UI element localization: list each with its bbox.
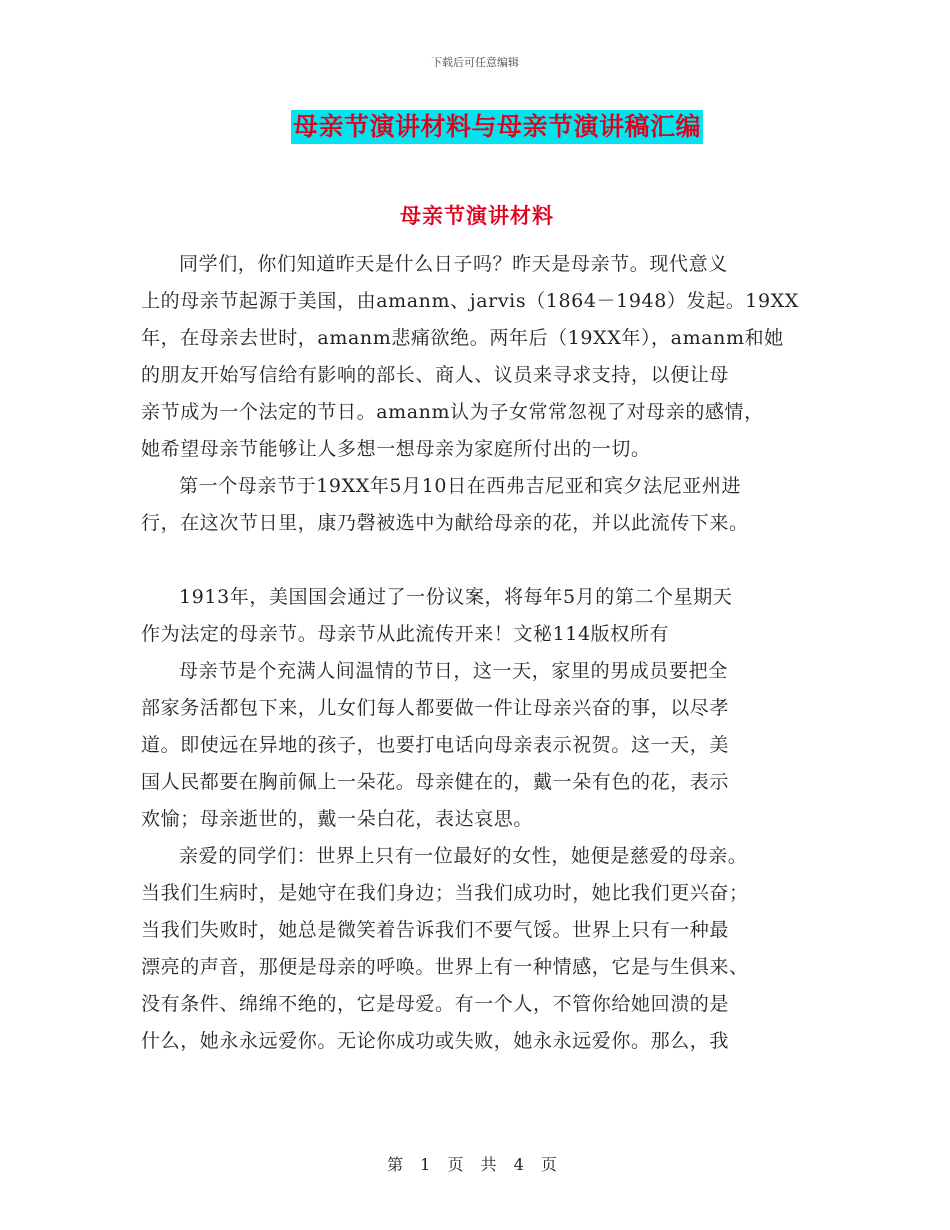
page-footer: 第 1 页 共 4 页: [387, 1155, 563, 1174]
paragraph-2: 第一个母亲节于19XX年5月10日在西弗吉尼亚和宾夕法尼亚州进 行，在这次节日里，康乃磬被选中为献给母亲的花，并以此流传下来。: [141, 475, 749, 534]
paragraph-5: 亲爱的同学们：世界上只有一位最好的女性，她便是慈爱的母亲。 当我们生病时，是她守在我们身边；当我们成功时，她比我们更兴奋； 当我们失败时，她总是微笑着告诉我们不要气馁。世界上只有一种最 漂亮的声音，那便是母亲的呼唤。世界上有一种情感，它是与生俱来、 没有条件、绵绵不绝的，它是母爱。有一个人，不管你给她回溃的是 什么，她永永远爱你。无论你成功或失败，她永永远爱你。那么，我: [141, 845, 749, 1052]
paragraph-4: 母亲节是个充满人间温情的节日，这一天，家里的男成员要把全 部家务活都包下来，儿女们每人都要做一件让母亲兴奋的事，以尽孝 道。即使远在异地的孩子，也要打电话向母亲表示祝贺。这一天，美 国人民都要在胸前佩上一朵花。母亲健在的，戴一朵有色的花，表示 欢愉；母亲逝世的，戴一朵白花，表达哀思。: [141, 660, 730, 830]
document-body: [141, 246, 809, 1060]
paragraph-1: 同学们，你们知道昨天是什么日子吗？昨天是母亲节。现代意义 上的母亲节起源于美国，由amanm、jarvis（1864－1948）发起。19XX 年，在母亲去世时，amanm悲痛欲绝。两年后（19XX年），amanm和她 的朋友开始写信给有影响的部长、商人、议员来寻求支持，以便让母 亲节成为一个法定的节日。amanm认为子女常常忽视了对母亲的感情， 她希望母亲节能够让人多想一想母亲为家庭所付出的一切。: [141, 253, 799, 460]
section-title: 母亲节演讲材料: [400, 203, 554, 228]
page-header-note: 下载后可任意编辑: [431, 56, 519, 69]
paragraph-3: 1913年，美国国会通过了一份议案，将每年5月的第二个星期天 作为法定的母亲节。母亲节从此流传开来！文秘114版权所有: [141, 586, 733, 645]
document-title: 母亲节演讲材料与母亲节演讲稿汇编: [291, 110, 703, 144]
document-title-container: [0, 110, 950, 144]
paragraph-spacer: [141, 542, 809, 579]
